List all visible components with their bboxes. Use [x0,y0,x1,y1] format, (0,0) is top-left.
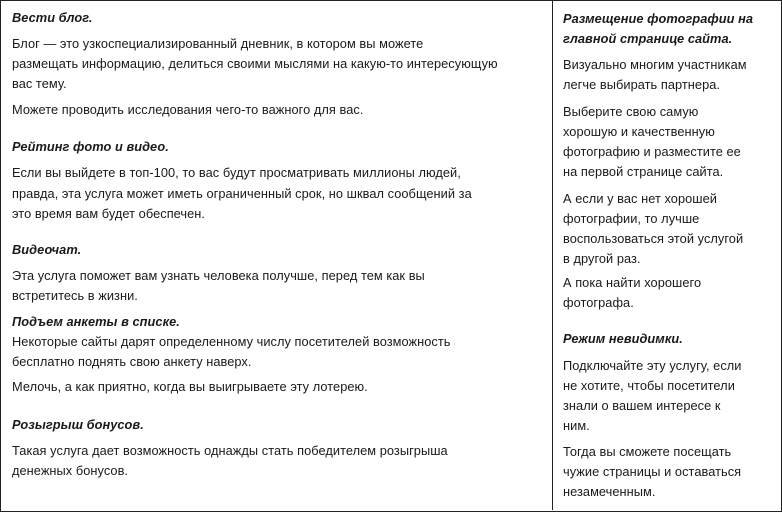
blog-text-line-1: Блог — это узкоспециализированный дневник, в котором вы можете [12,36,424,51]
placement-text-line-2: легче выбирать партнера. [563,77,721,92]
heading-rating: Рейтинг фото и видео. [12,139,169,154]
placement-text4-line-1: А пока найти хорошего [563,275,702,290]
placement-text2-line-3: фотографию и разместите ее [563,144,741,159]
heading-photo-placement-line-2: главной странице сайта. [563,31,733,46]
rating-text-line-3: это время вам будет обеспечен. [12,206,206,221]
blog-text-2: Можете проводить исследования чего-то важного для вас. [12,102,364,117]
blog-text-line-2: размещать информацию, делиться своими мыслями на какую-то интересующую [12,56,498,71]
heading-invisible-mode: Режим невидимки. [563,331,683,346]
invisible-text2-line-2: чужие страницы и оставаться [563,464,742,479]
placement-text3-line-4: в другой раз. [563,251,641,266]
invisible-text-line-4: ним. [563,418,590,433]
invisible-text2-line-3: незамеченным. [563,484,656,499]
invisible-text2-line-1: Тогда вы сможете посещать [563,444,732,459]
bonus-text-line-1: Такая услуга дает возможность однажды стать победителем розыгрыша [12,443,448,458]
placement-text2-line-1: Выберите свою самую [563,104,699,119]
bonus-text-line-2: денежных бонусов. [12,463,129,478]
videochat-text-line-1: Эта услуга поможет вам узнать человека получше, перед тем как вы [12,268,425,283]
videochat-text-line-2: встретитесь в жизни. [12,288,138,303]
placement-text-line-1: Визуально многим участникам [563,57,747,72]
rating-text-line-2: правда, эта услуга может иметь ограниченный срок, но шквал сообщений за [12,186,472,201]
rating-text-line-1: Если вы выйдете в топ-100, то вас будут просматривать миллионы людей, [12,165,461,180]
invisible-text-line-2: не хотите, чтобы посетители [563,378,735,393]
boost-text-2: Мелочь, а как приятно, когда вы выигрываете эту лотерею. [12,379,368,394]
boost-text-line-1: Некоторые сайты дарят определенному числу посетителей возможность [12,334,451,349]
heading-profile-boost: Подъем анкеты в списке. [12,314,180,329]
placement-text4-line-2: фотографа. [563,295,634,310]
heading-bonuses: Розыгрыш бонусов. [12,417,144,432]
column-divider [552,0,553,510]
boost-text-line-2: бесплатно поднять свою анкету наверх. [12,354,252,369]
heading-photo-placement-line-1: Размещение фотографии на [563,11,754,26]
placement-text3-line-1: А если у вас нет хорошей [563,191,717,206]
blog-text-line-3: вас тему. [12,76,67,91]
placement-text3-line-2: фотографии, то лучше [563,211,700,226]
heading-videochat: Видеочат. [12,242,82,257]
placement-text2-line-2: хорошую и качественную [563,124,715,139]
placement-text2-line-4: на первой странице сайта. [563,164,724,179]
placement-text3-line-3: воспользоваться этой услугой [563,231,744,246]
heading-blog: Вести блог. [12,10,93,25]
invisible-text-line-1: Подключайте эту услугу, если [563,358,742,373]
invisible-text-line-3: знали о вашем интересе к [563,398,721,413]
